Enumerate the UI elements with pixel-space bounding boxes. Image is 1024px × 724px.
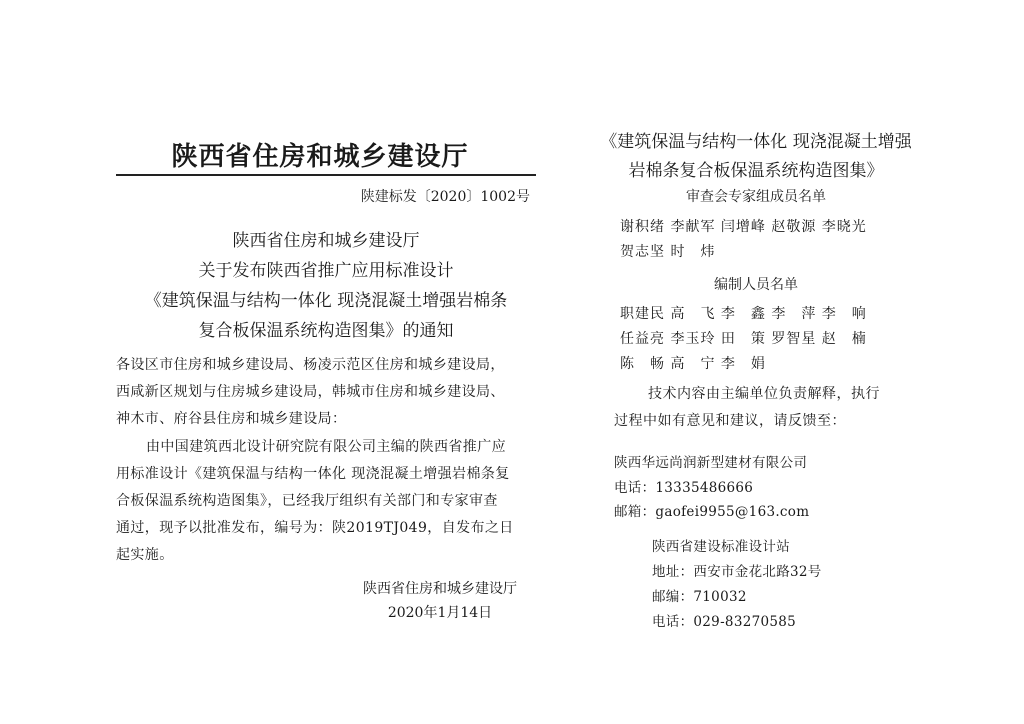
notice-title-line-1: 陕西省住房和城乡建设厅 — [232, 231, 420, 251]
station-address: 地址：西安市金花北路32号 — [652, 564, 822, 580]
atlas-title-line-2: 岩棉条复合板保温系统构造图集》 — [628, 161, 884, 181]
editor-names-line-2: 任益亮 李玉玲 田 策 罗智星 赵 楠 — [620, 331, 867, 347]
review-names-line-1: 谢积绪 李献军 闫增峰 赵敬源 李晓光 — [620, 219, 867, 235]
editor-names-line-3: 陈 畅 高 宁 李 娟 — [620, 356, 766, 372]
notice-title-line-2: 关于发布陕西省推广应用标准设计 — [198, 261, 454, 281]
addressee-line-1: 各设区市住房和城乡建设局、杨凌示范区住房和城乡建设局， — [116, 357, 505, 373]
station-postcode: 邮编：710032 — [652, 589, 747, 605]
document-number: 陕建标发〔2020〕1002号 — [360, 189, 530, 205]
note-line-1: 技术内容由主编单位负责解释，执行 — [648, 386, 880, 402]
body-line-3: 合板保温系统构造图集》，已经我厅组织有关部门和专家审查 — [116, 493, 498, 509]
company-name: 陕西华远尚润新型建材有限公司 — [614, 455, 808, 471]
signature: 陕西省住房和城乡建设厅 — [363, 581, 517, 597]
review-names-line-2: 贺志坚 时 炜 — [620, 244, 716, 260]
station-name: 陕西省建设标准设计站 — [652, 539, 790, 555]
issuer-title: 陕西省住房和城乡建设厅 — [171, 142, 469, 172]
editors-heading: 编制人员名单 — [714, 277, 798, 293]
atlas-title-line-1: 《建筑保温与结构一体化 现浇混凝土增强 — [600, 132, 912, 152]
note-line-2: 过程中如有意见和建议，请反馈至： — [614, 413, 846, 429]
company-email: 邮箱：gaofei9955@163.com — [614, 504, 810, 520]
notice-title-line-4: 复合板保温系统构造图集》的通知 — [198, 321, 454, 341]
review-committee-heading: 审查会专家组成员名单 — [686, 189, 826, 205]
body-line-2: 用标准设计《建筑保温与结构一体化 现浇混凝土增强岩棉条复 — [116, 466, 510, 482]
body-line-1: 由中国建筑西北设计研究院有限公司主编的陕西省推广应 — [146, 439, 506, 455]
addressee-line-3: 神木市、府谷县住房和城乡建设局： — [116, 411, 347, 427]
editor-names-line-1: 职建民 高 飞 李 鑫 李 萍 李 响 — [620, 306, 867, 322]
addressee-line-2: 西咸新区规划与住房城乡建设局，韩城市住房和城乡建设局、 — [116, 384, 505, 400]
body-line-5: 起实施。 — [116, 547, 174, 563]
body-line-4: 通过，现予以批准发布，编号为：陕2019TJ049，自发布之日 — [116, 520, 514, 536]
notice-title-line-3: 《建筑保温与结构一体化 现浇混凝土增强岩棉条 — [144, 291, 508, 311]
station-phone: 电话：029-83270585 — [652, 614, 797, 630]
title-divider — [116, 174, 536, 176]
company-phone: 电话：13335486666 — [614, 480, 754, 496]
issue-date: 2020年1月14日 — [387, 605, 493, 621]
